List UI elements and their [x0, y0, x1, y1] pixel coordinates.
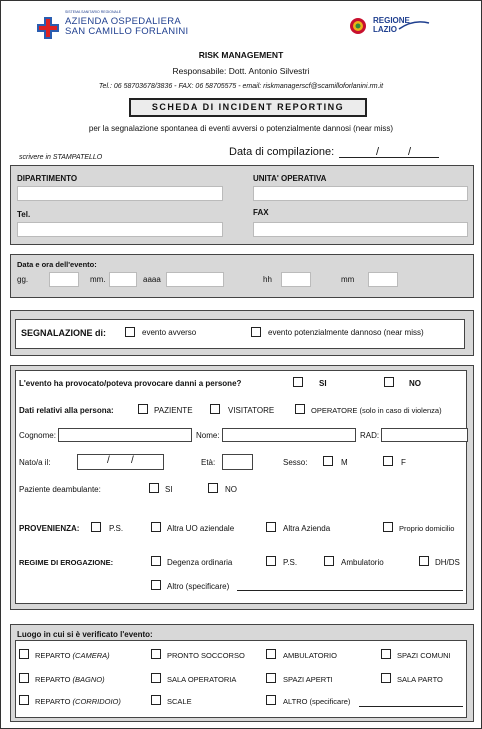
cognome-label: Cognome:	[19, 431, 56, 440]
region-logo	[347, 17, 369, 35]
hospital-logo	[35, 15, 61, 41]
reg-dhds-checkbox[interactable]	[419, 556, 429, 566]
rad-field[interactable]	[381, 428, 468, 442]
instruction: scrivere in STAMPATELLO	[19, 154, 103, 161]
cognome-field[interactable]	[58, 428, 192, 442]
danni-si-checkbox[interactable]	[293, 377, 303, 387]
gg-field[interactable]	[49, 272, 79, 287]
rad-label: RAD:	[360, 431, 380, 440]
reparto-bagno-label	[35, 675, 105, 684]
pronto-soccorso-label: PRONTO SOCCORSO	[167, 651, 245, 660]
reparto-camera-label	[35, 651, 110, 660]
reg-dhds-label: DH/DS	[435, 558, 460, 567]
nato-label: Nato/a il:	[19, 458, 51, 467]
reparto-camera-note: (CAMERA)	[72, 651, 110, 660]
reg-ambulatorio-checkbox[interactable]	[324, 556, 334, 566]
near-miss-checkbox[interactable]	[251, 327, 261, 337]
danni-no-checkbox[interactable]	[384, 377, 394, 387]
visitatore-label: VISITATORE	[228, 406, 275, 415]
spazi-aperti-checkbox[interactable]	[266, 673, 276, 683]
responsible: Responsabile: Dott. Antonio Silvestri	[172, 66, 310, 76]
min-label: mm	[341, 275, 355, 284]
dipartimento-field[interactable]	[17, 186, 223, 201]
hh-field[interactable]	[281, 272, 311, 287]
danni-no-label: NO	[409, 379, 421, 388]
prov-altra-azienda-label: Altra Azienda	[283, 524, 331, 533]
red-cross-icon	[35, 15, 61, 41]
reg-ps-checkbox[interactable]	[266, 556, 276, 566]
aaaa-field[interactable]	[166, 272, 224, 287]
nato-field[interactable]	[77, 454, 164, 470]
date-sep1: /	[376, 146, 380, 158]
prov-altra-uo-label: Altra UO aziendale	[167, 524, 235, 533]
sala-operatoria-checkbox[interactable]	[151, 673, 161, 683]
form-title-box	[129, 98, 367, 117]
reparto-bagno-checkbox[interactable]	[19, 673, 29, 683]
date-field[interactable]	[339, 157, 439, 158]
pronto-soccorso-checkbox[interactable]	[151, 649, 161, 659]
sesso-m-label: M	[341, 458, 348, 467]
nome-field[interactable]	[222, 428, 356, 442]
prov-domicilio-checkbox[interactable]	[383, 522, 393, 532]
deamb-si-label: SI	[165, 485, 173, 494]
region-line1: REGIONE	[373, 16, 410, 25]
sala-operatoria-label: SALA OPERATORIA	[167, 675, 237, 684]
contacts: Tel.: 06 58703678/3836 - FAX: 06 58705575 - email: riskmanagerscf@scamilloforlanini.rm.it	[98, 83, 384, 90]
sesso-label: Sesso:	[283, 458, 308, 467]
altro-label: ALTRO (specificare)	[283, 697, 351, 706]
altro-field[interactable]	[359, 706, 463, 707]
reparto-corridoio-checkbox[interactable]	[19, 695, 29, 705]
danni-si-label: SI	[319, 379, 327, 388]
reparto-corridoio-note: (CORRIDOIO)	[72, 697, 121, 706]
reg-ps-label: P.S.	[283, 558, 298, 567]
paziente-label: PAZIENTE	[154, 406, 193, 415]
reparto-camera-text: REPARTO	[35, 651, 71, 660]
dipartimento-label: DIPARTIMENTO	[17, 174, 78, 183]
persona-label: Dati relativi alla persona:	[19, 406, 114, 415]
sesso-f-label: F	[401, 458, 406, 467]
regime-label: REGIME DI EROGAZIONE:	[19, 558, 114, 567]
reg-degenza-label: Degenza ordinaria	[167, 558, 233, 567]
tel-field[interactable]	[17, 222, 223, 237]
deambulante-label: Paziente deambulante:	[19, 485, 101, 494]
reg-altro-checkbox[interactable]	[151, 580, 161, 590]
date-sep2: /	[408, 146, 412, 158]
nato-sep2: /	[131, 455, 134, 466]
fax-field[interactable]	[253, 222, 468, 237]
scale-label: SCALE	[167, 697, 192, 706]
prov-domicilio-label: Proprio domicilio	[399, 524, 455, 533]
near-miss-label: evento potenzialmente dannoso (near miss)	[268, 328, 424, 337]
visitatore-checkbox[interactable]	[210, 404, 220, 414]
reg-degenza-checkbox[interactable]	[151, 556, 161, 566]
unita-field[interactable]	[253, 186, 468, 201]
aaaa-label: aaaa	[143, 275, 161, 284]
reg-altro-label: Altro (specificare)	[167, 582, 230, 591]
org-line1: AZIENDA OSPEDALIERA	[65, 16, 182, 27]
reparto-camera-checkbox[interactable]	[19, 649, 29, 659]
sesso-f-checkbox[interactable]	[383, 456, 393, 466]
org-top: SISTEMA SANITARIO REGIONALE	[65, 10, 122, 14]
page-title: RISK MANAGEMENT	[198, 50, 284, 60]
prov-ps-label: P.S.	[109, 524, 124, 533]
spazi-comuni-checkbox[interactable]	[381, 649, 391, 659]
sala-parto-label: SALA PARTO	[397, 675, 443, 684]
org-line2: SAN CAMILLO FORLANINI	[65, 26, 189, 37]
nato-sep1: /	[107, 455, 110, 466]
paziente-checkbox[interactable]	[138, 404, 148, 414]
scale-checkbox[interactable]	[151, 695, 161, 705]
reparto-corridoio-label	[35, 697, 121, 706]
operatore-label: OPERATORE (solo in caso di violenza)	[311, 406, 442, 415]
evento-avverso-label: evento avverso	[142, 328, 197, 337]
mm-field[interactable]	[109, 272, 137, 287]
ambulatorio-checkbox[interactable]	[266, 649, 276, 659]
deamb-no-label: NO	[225, 485, 237, 494]
reg-ambulatorio-label: Ambulatorio	[341, 558, 384, 567]
hh-label: hh	[263, 275, 272, 284]
prov-ps-checkbox[interactable]	[91, 522, 101, 532]
evento-avverso-checkbox[interactable]	[125, 327, 135, 337]
reparto-corridoio-text: REPARTO	[35, 697, 71, 706]
reparto-bagno-note: (BAGNO)	[72, 675, 105, 684]
ambulatorio-label: AMBULATORIO	[283, 651, 337, 660]
provenienza-label: PROVENIENZA:	[19, 524, 80, 533]
deamb-si-checkbox[interactable]	[149, 483, 159, 493]
eta-field[interactable]	[222, 454, 253, 470]
form-title: SCHEDA DI INCIDENT REPORTING	[151, 102, 345, 112]
gg-label: gg.	[17, 275, 29, 284]
region-emblem-icon	[347, 17, 369, 35]
segnalazione-label: SEGNALAZIONE di:	[21, 328, 106, 338]
prov-altra-uo-checkbox[interactable]	[151, 522, 161, 532]
date-label: Data di compilazione:	[229, 146, 335, 158]
unita-label: UNITA' OPERATIVA	[253, 174, 327, 183]
spazi-comuni-label: SPAZI COMUNI	[397, 651, 451, 660]
region-line2: LAZIO	[373, 25, 397, 34]
min-field[interactable]	[368, 272, 398, 287]
subtitle: per la segnalazione spontanea di eventi avversi o potenzialmente dannosi (near miss)	[88, 124, 394, 133]
operatore-checkbox[interactable]	[295, 404, 305, 414]
deamb-no-checkbox[interactable]	[208, 483, 218, 493]
sala-parto-checkbox[interactable]	[381, 673, 391, 683]
sesso-m-checkbox[interactable]	[323, 456, 333, 466]
luogo-label: Luogo in cui si è verificato l'evento:	[17, 630, 153, 639]
danni-question: L'evento ha provocato/poteva provocare danni a persone?	[19, 379, 242, 388]
nome-label: Nome:	[196, 431, 220, 440]
fax-label: FAX	[253, 208, 269, 217]
region-swoosh	[397, 19, 431, 33]
tel-label: Tel.	[17, 210, 31, 219]
reg-altro-field[interactable]	[237, 590, 463, 591]
prov-altra-azienda-checkbox[interactable]	[266, 522, 276, 532]
eta-label: Età:	[201, 458, 216, 467]
reparto-bagno-text: REPARTO	[35, 675, 71, 684]
altro-checkbox[interactable]	[266, 695, 276, 705]
event-date-label: Data e ora dell'evento:	[17, 260, 97, 269]
spazi-aperti-label: SPAZI APERTI	[283, 675, 333, 684]
mm-label: mm.	[90, 275, 106, 284]
